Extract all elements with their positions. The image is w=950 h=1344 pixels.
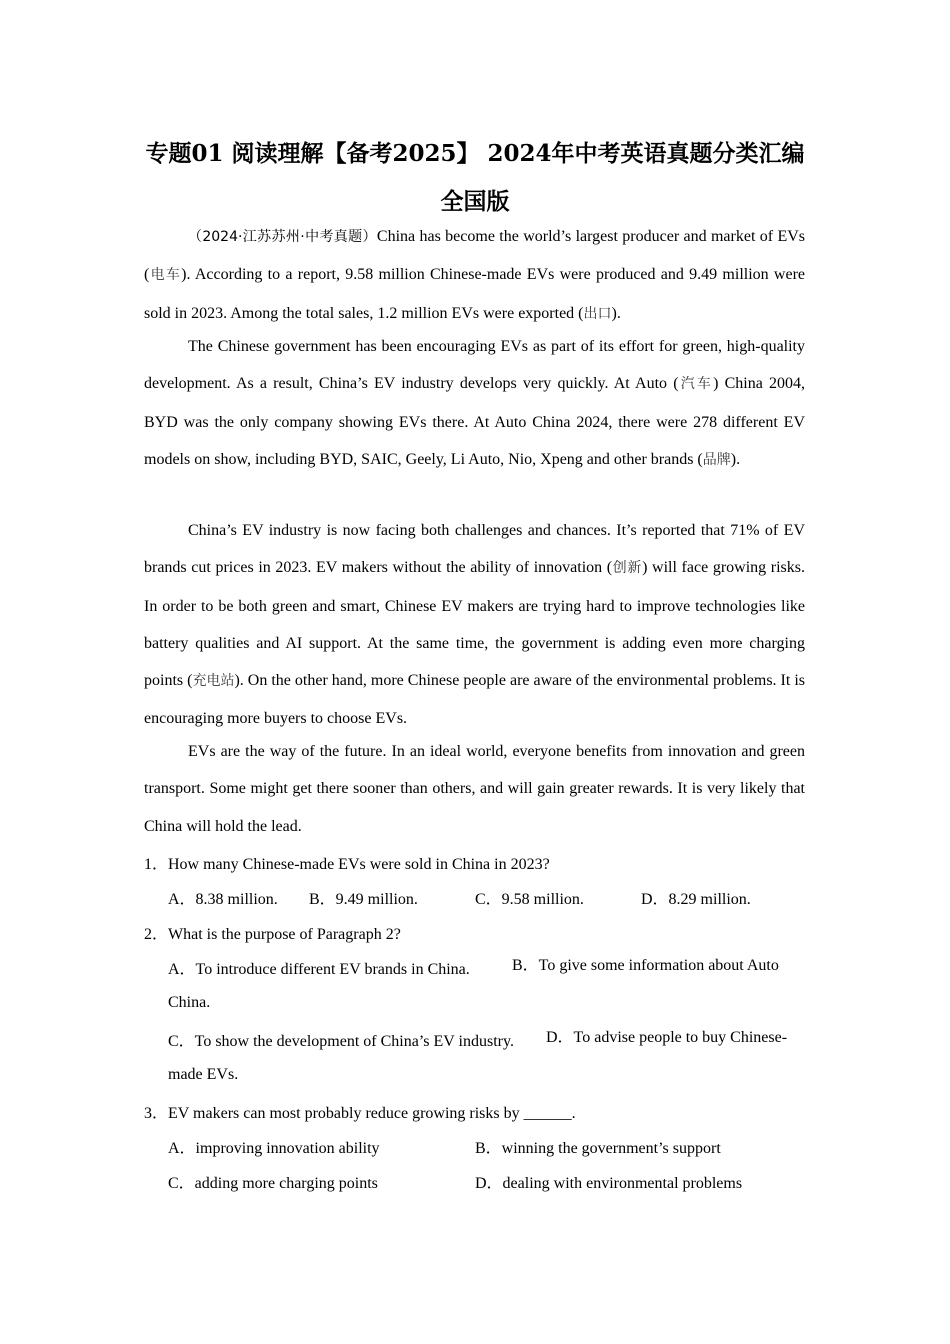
question-1-option-d: D．8.29 million. xyxy=(641,891,751,908)
question-3-option-d: D．dealing with environmental problems xyxy=(475,1175,743,1192)
passage-paragraph-2 xyxy=(144,328,805,479)
question-1-option-c: C．9.58 million. xyxy=(475,891,584,908)
question-2-option-d: D．To advise people to buy Chinese-made EVs. xyxy=(168,1029,788,1083)
p3-gloss-1: 创新 xyxy=(612,560,643,577)
question-2-option-b: B．To give some information about Auto China. xyxy=(168,957,779,1011)
p2-text-a: The Chinese government has been encouraging EVs as part of its effort for green, high-quality development. As a result, China’s EV industry develops very quickly. At Auto ( xyxy=(144,338,805,393)
p2-gloss-2: 品牌 xyxy=(702,451,731,468)
question-2-option-a: A．To introduce different EV brands in China. xyxy=(168,961,470,978)
passage-paragraph-3 xyxy=(144,512,805,738)
p1-text-a: China has become the world’s largest producer and market of EVs ( xyxy=(144,228,806,284)
p2-text-b: ) China 2004, BYD was the only company showing EVs there. At Auto China 2024, there were 278 different EV models on show, including BYD, SAIC, Geely, Li Auto, Nio, Xpeng and other brands ( xyxy=(144,375,806,468)
question-3-option-c: C．adding more charging points xyxy=(168,1175,378,1192)
passage-source: （2024·江苏苏州·中考真题） xyxy=(188,229,377,245)
question-3-option-a: A．improving innovation ability xyxy=(168,1140,380,1157)
passage-paragraph-4: EVs are the way of the future. In an ideal world, everyone benefits from innovation and green transport. Some might get there sooner than others, and will gain greater rewards. It is very likely that China will hold the lead. xyxy=(144,743,805,835)
p1-gloss-1: 电车 xyxy=(149,267,182,284)
p1-text-c: ). xyxy=(611,304,621,322)
p3-text-a: China’s EV industry is now facing both challenges and chances. It’s reported that 71% of EV brands cut prices in 2023. EV makers without the ability of innovation ( xyxy=(144,522,805,577)
question-1-stem: 1．How many Chinese-made EVs were sold in China in 2023? xyxy=(144,856,550,873)
p3-text-c: ). On the other hand, more Chinese people are aware of the environmental problems. It is encouraging more buyers to choose EVs. xyxy=(144,672,805,728)
question-3-option-b: B．winning the government’s support xyxy=(475,1140,721,1157)
question-2-stem: 2．What is the purpose of Paragraph 2? xyxy=(144,926,401,943)
p1-text-b: ). According to a report, 9.58 million Chinese-made EVs were produced and 9.49 million were sold in 2023. Among the total sales, 1.2 million EVs were exported ( xyxy=(144,266,806,322)
p3-text-b: ) will face growing risks. In order to be both green and smart, Chinese EV makers are trying hard to improve technologies like battery qualities and AI support. At the same time, the government is adding even more charging points ( xyxy=(144,559,806,690)
passage-paragraph-1 xyxy=(144,218,805,333)
p2-text-c: ). xyxy=(730,450,741,468)
question-3-stem: 3．EV makers can most probably reduce growing risks by ______. xyxy=(144,1105,576,1122)
document-title-line-1: 专题01 阅读理解【备考2025】 2024年中考英语真题分类汇编 xyxy=(145,140,805,167)
question-2-option-c: C．To show the development of China’s EV industry. xyxy=(168,1033,514,1050)
p2-gloss-1: 汽车 xyxy=(678,376,714,393)
question-1-option-a: A．8.38 million. xyxy=(168,891,278,908)
p1-gloss-2: 出口 xyxy=(583,305,612,322)
p3-gloss-2: 充电站 xyxy=(192,673,235,690)
document-title-line-2: 全国版 xyxy=(440,188,510,215)
question-1-option-b: B．9.49 million. xyxy=(309,891,418,908)
